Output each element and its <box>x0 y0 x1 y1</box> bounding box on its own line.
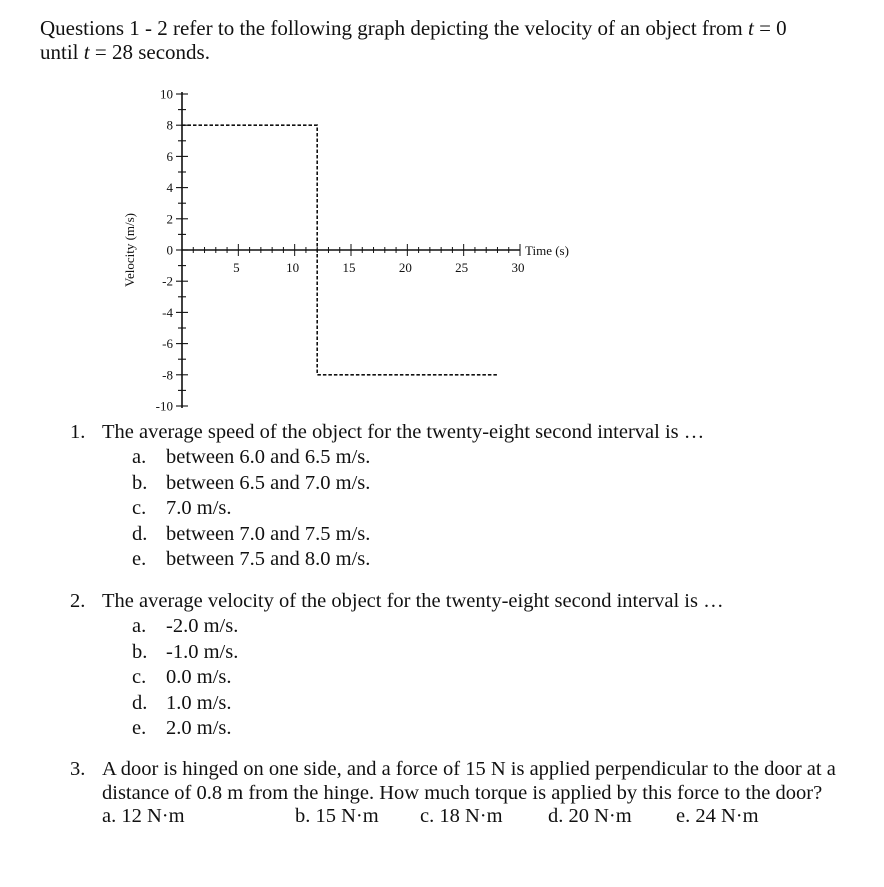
x-tick-label: 15 <box>342 260 356 275</box>
question-stem <box>70 420 870 445</box>
question-number: 3. <box>70 758 86 780</box>
y-tick-label: 4 <box>166 180 173 196</box>
option-e: e. 24 N·m <box>676 805 759 827</box>
question-1 <box>70 420 870 573</box>
y-tick-label: -6 <box>162 336 173 352</box>
option-e: e. between 7.5 and 8.0 m/s. <box>132 548 371 570</box>
question-stem <box>70 757 870 781</box>
intro-line-1: Questions 1 - 2 refer to the following graph depicting the velocity of an object from t = 0 <box>40 16 787 40</box>
velocity-time-graph <box>110 84 600 414</box>
x-tick-label: 5 <box>233 260 240 275</box>
option-a: a. -2.0 m/s. <box>132 615 239 637</box>
question-text: The average speed of the object for the twenty-eight second interval is … <box>102 421 705 443</box>
y-tick-label: 0 <box>166 242 173 258</box>
x-tick-label: 10 <box>286 260 300 275</box>
y-tick-label: 2 <box>166 211 173 227</box>
y-tick-label: -10 <box>155 398 173 414</box>
option-c: c. 0.0 m/s. <box>132 666 232 688</box>
question-3 <box>70 757 870 831</box>
question-text-line-1: A door is hinged on one side, and a force of 15 N is applied perpendicular to the door at a <box>102 758 836 780</box>
intro-line-2: until t = 28 seconds. <box>40 40 210 64</box>
time-variable: t <box>83 40 90 64</box>
option-a: a. 12 N·m <box>102 805 185 827</box>
y-tick-label: 8 <box>166 117 173 133</box>
option-b: b. 15 N·m <box>295 805 379 827</box>
option-d: d. 20 N·m <box>548 805 632 827</box>
question-stem <box>70 589 870 614</box>
question-number: 2. <box>70 590 86 612</box>
question-2 <box>70 589 870 742</box>
y-tick-label: -4 <box>162 304 173 320</box>
option-d: d. between 7.0 and 7.5 m/s. <box>132 522 371 545</box>
x-axis-title: Time (s) <box>525 243 569 258</box>
intro-text <box>40 16 860 64</box>
option-b: b. -1.0 m/s. <box>132 640 239 663</box>
time-variable: t <box>747 16 754 40</box>
indent <box>70 781 102 805</box>
y-tick-label: -8 <box>162 367 173 383</box>
option-b: b. between 6.5 and 7.0 m/s. <box>132 471 371 494</box>
x-tick-label: 25 <box>455 260 469 275</box>
question-text-line-2: distance of 0.8 m from the hinge. How much torque is applied by this force to the door? <box>102 782 823 804</box>
option-c: c. 7.0 m/s. <box>132 497 232 519</box>
option-d: d. 1.0 m/s. <box>132 691 232 714</box>
question-text: The average velocity of the object for the twenty-eight second interval is … <box>102 590 724 612</box>
option-a: a. between 6.0 and 6.5 m/s. <box>132 446 371 468</box>
y-tick-label: 10 <box>160 86 173 102</box>
y-axis-title: Velocity (m/s) <box>122 212 137 288</box>
y-tick-label: -2 <box>162 273 173 289</box>
inline-options <box>102 805 870 831</box>
option-c: c. 18 N·m <box>420 805 503 827</box>
question-number: 1. <box>70 421 86 443</box>
x-tick-label: 20 <box>398 260 412 275</box>
y-tick-label: 6 <box>166 148 173 164</box>
question-text-line-2-row <box>70 781 870 805</box>
x-tick-label: 30 <box>511 260 525 275</box>
option-e: e. 2.0 m/s. <box>132 717 232 739</box>
